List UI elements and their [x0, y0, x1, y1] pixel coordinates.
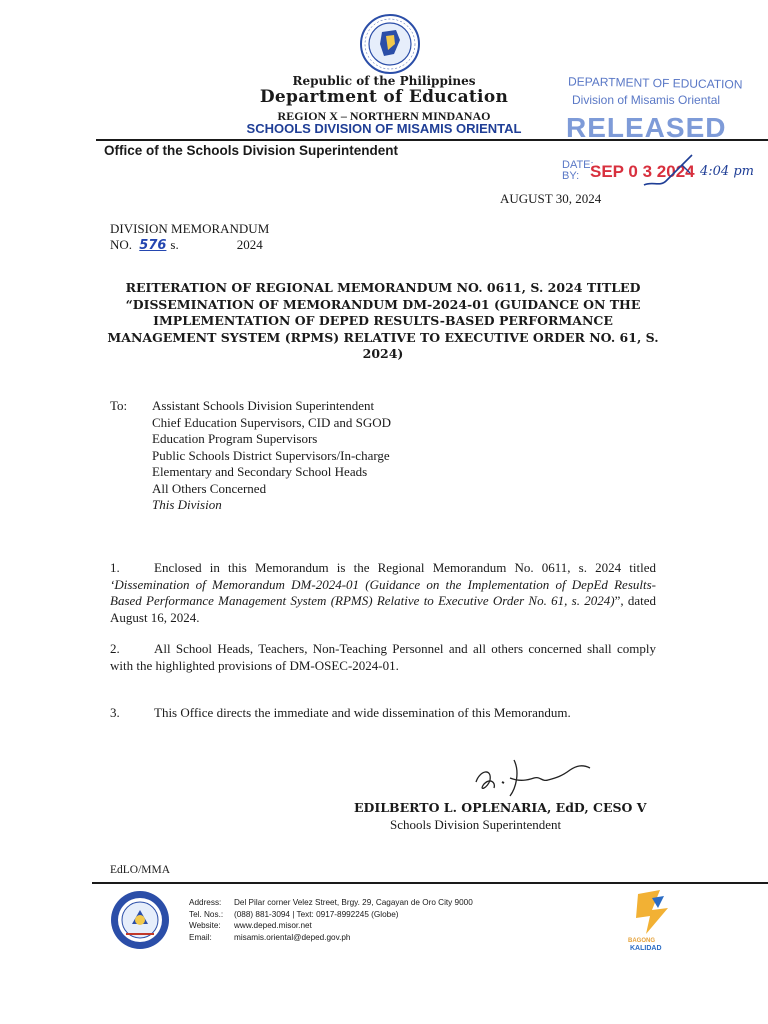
footer-divider	[92, 882, 768, 884]
deped-seal-icon	[110, 890, 170, 950]
stamp-date-label: DATE: BY:	[562, 159, 594, 182]
recipient-item: Chief Education Supervisors, CID and SGOD	[152, 414, 392, 430]
memo-subject: REITERATION OF REGIONAL MEMORANDUM NO. 0611, S. 2024 TITLED “DISSEMINATION OF MEMORANDUM DM-2024-01 (GUIDANCE ON THE IMPLEMENTATION OF DEPED RESULTS-BASED PERFORMANCE MANAGEMENT SYSTEM (RPMS) RELATIVE TO EXECUTIVE ORDER NO. 61, S. 2024)	[107, 280, 659, 362]
department-title: Department of Education	[259, 87, 509, 107]
memo-series-label: s.	[170, 237, 179, 252]
signatory-name: EDILBERTO L. OPLENARIA, EdD, CESO V	[354, 800, 647, 815]
paragraph-number: 2.	[110, 641, 120, 656]
paragraph-1	[110, 560, 656, 626]
memo-no-label: NO.	[110, 237, 133, 252]
paragraph-text: Enclosed in this Memorandum is the Regional Memorandum No. 0611, s. 2024 titled	[154, 560, 656, 575]
recipient-item: All Others Concerned	[152, 480, 267, 496]
website-label: Website:	[189, 921, 221, 930]
memo-date: AUGUST 30, 2024	[500, 191, 602, 206]
region-line: REGION X – NORTHERN MINDANAO	[277, 109, 491, 123]
office-line: Office of the Schools Division Superintendent	[104, 143, 399, 158]
paragraph-2	[110, 641, 656, 674]
stamp-signature-icon	[642, 151, 702, 191]
paragraph-3	[110, 705, 656, 722]
stamp-status: RELEASED	[566, 112, 727, 143]
paragraph-number: 1.	[110, 560, 120, 575]
email-label: Email:	[189, 932, 212, 942]
memo-number-row	[110, 237, 263, 253]
republic-line: Republic of the Philippines	[292, 74, 476, 88]
paragraph-text: This Office directs the immediate and wide dissemination of this Memorandum.	[154, 705, 571, 720]
address-label: Address:	[189, 898, 222, 907]
signature-icon	[470, 752, 610, 802]
recipient-item: Education Program Supervisors	[152, 431, 318, 446]
memo-year: 2024	[236, 237, 263, 252]
stamp-department: DEPARTMENT OF EDUCATION	[567, 74, 743, 92]
deped-seal-icon	[360, 14, 420, 74]
logo-text-top: BAGONG	[628, 938, 655, 944]
memo-label: DIVISION MEMORANDUM	[110, 221, 270, 236]
tel-value: (088) 881-3094 | Text: 0917-8992245 (Globe)	[234, 909, 399, 919]
website-value: www.deped.misor.net	[234, 921, 312, 930]
contact-block	[189, 897, 473, 943]
address-value: Del Pilar corner Velez Street, Brgy. 29, Cagayan de Oro City 9000	[234, 898, 473, 907]
recipient-item: Assistant Schools Division Superintendent	[152, 398, 375, 413]
signatory-title: Schools Division Superintendent	[390, 817, 562, 832]
stamp-division: Division of Misamis Oriental	[572, 93, 721, 107]
recipient-list	[152, 398, 391, 514]
memo-number: 576	[139, 238, 167, 253]
reference-initials: EdLO/MMA	[110, 864, 171, 876]
recipient-item: Elementary and Secondary School Heads	[152, 464, 368, 479]
division-line: SCHOOLS DIVISION OF MISAMIS ORIENTAL	[246, 121, 522, 136]
logo-text-bottom: KALIDAD	[630, 945, 662, 952]
paragraph-title: ‘Dissemination of Memorandum DM-2024-01 (Guidance on the Implementation of DepEd Results-Based Performance Management System (RPMS) Relative to Executive Order No. 61, s. 2024)	[110, 576, 656, 608]
to-label: To:	[110, 398, 128, 413]
email-value: misamis.oriental@deped.gov.ph	[234, 932, 351, 942]
recipient-item: This Division	[152, 497, 222, 512]
paragraph-number: 3.	[110, 705, 120, 720]
paragraph-text: ”, dated August 16, 2024.	[110, 593, 657, 625]
paragraph-text: All School Heads, Teachers, Non-Teaching Personnel and all others concerned shall comply with the highlighted provisions of DM-OSEC-2024-01.	[110, 641, 656, 673]
recipient-item: Public Schools District Supervisors/In-charge	[152, 447, 390, 463]
tel-label: Tel. Nos.:	[189, 909, 224, 919]
stamp-date: SEP 0 3 2024	[590, 162, 695, 181]
stamp-time: 4:04 pm	[700, 164, 754, 179]
